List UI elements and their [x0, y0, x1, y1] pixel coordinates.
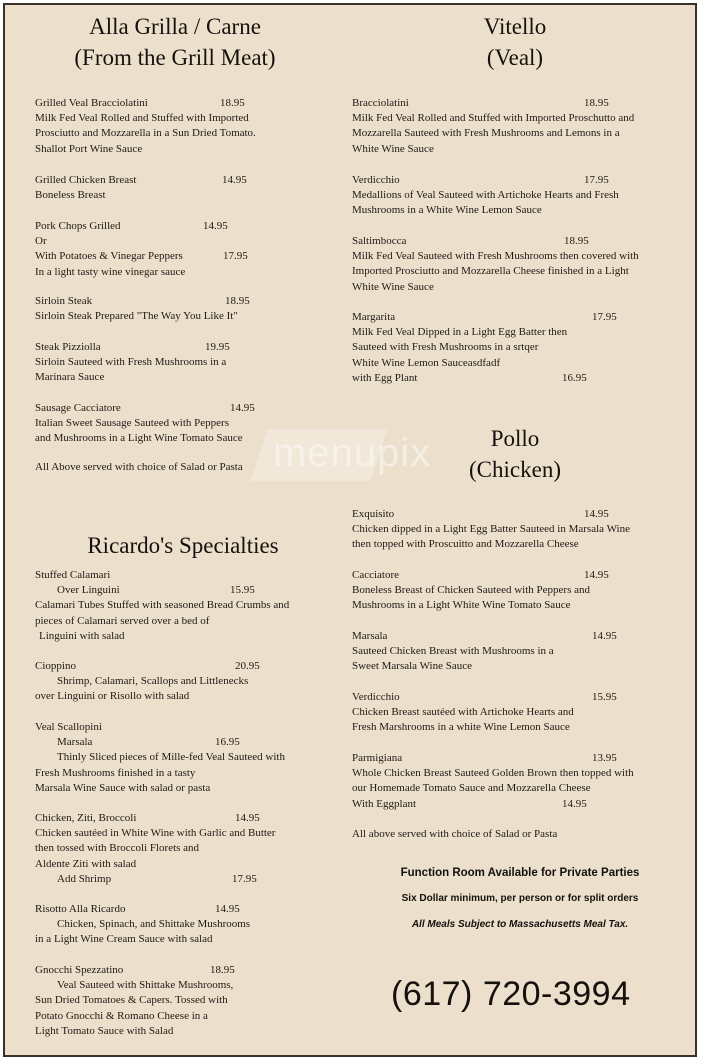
item-name: Margarita [352, 311, 396, 323]
specialties-menu-item [35, 659, 335, 705]
item-description: White Wine Lemon Sauceasdfadf [352, 356, 501, 369]
item-description: White Wine Sauce [352, 142, 434, 155]
item-description-line [35, 111, 320, 126]
item-name: Sausage Cacciatore [35, 402, 121, 414]
item-description-line [35, 249, 320, 264]
item-price: 15.95 [592, 691, 617, 703]
grill-subtitle: (From the Grill Meat) [74, 45, 276, 70]
item-description: Chicken sautéed in White Wine with Garlic and Butter [35, 827, 276, 840]
item-description: Shrimp, Calamari, Scallops and Littlenecks [57, 675, 249, 688]
chicken-menu-item [352, 629, 682, 675]
item-name-line [352, 629, 682, 644]
item-name-line [35, 173, 320, 188]
item-price: 14.95 [230, 402, 255, 414]
item-price: 14.95 [215, 903, 240, 915]
chicken-menu-item [352, 751, 682, 812]
item-description-line [352, 705, 682, 720]
item-description: Fresh Marshrooms in a white Wine Lemon Sauce [352, 721, 570, 734]
item-description-line [352, 203, 682, 218]
item-description-line [35, 355, 320, 370]
item-description-line [352, 126, 682, 141]
item-price: 16.95 [215, 736, 240, 749]
item-description: Sirloin Sauteed with Fresh Mushrooms in a [35, 356, 227, 369]
item-description-line [352, 188, 682, 203]
item-name-line [352, 751, 682, 766]
item-description: Mozzarella Sauteed with Fresh Mushrooms and Lemons in a [352, 127, 620, 140]
watermark-text: menupix [273, 431, 432, 475]
item-description: Sweet Marsala Wine Sauce [352, 660, 473, 673]
specialties-menu-item [35, 902, 335, 948]
specialties-menu-item [35, 811, 335, 887]
item-name: Verdicchio [352, 174, 400, 186]
item-description-line [352, 781, 682, 796]
grill-menu-item [35, 96, 320, 157]
item-description: Shallot Port Wine Sauce [35, 142, 143, 155]
item-price: 14.95 [235, 812, 260, 824]
item-description-line [35, 857, 335, 872]
item-description-line [35, 598, 335, 613]
item-name-line [35, 659, 335, 674]
veal-subtitle: (Veal) [486, 45, 544, 70]
item-price: 18.95 [220, 97, 245, 109]
item-price: 19.95 [205, 341, 230, 353]
item-description-line [352, 325, 682, 340]
item-description: Add Shrimp [57, 872, 112, 885]
item-description-line [352, 766, 682, 781]
item-description-line [35, 126, 320, 141]
item-description: Potato Gnocchi & Romano Cheese in a [35, 1009, 208, 1022]
item-name-line [35, 401, 320, 416]
minimum-notice: Six Dollar minimum, per person or for split orders [401, 893, 639, 904]
item-price: 17.95 [584, 174, 609, 186]
item-description-line [35, 689, 335, 704]
item-description: Mushrooms in a White Wine Lemon Sauce [352, 204, 542, 217]
item-description-line [35, 1024, 335, 1039]
item-name-line [35, 963, 335, 978]
item-name-line [352, 507, 682, 522]
item-name-line [35, 96, 320, 111]
item-description: in a Light Wine Cream Sauce with salad [35, 933, 213, 946]
specialties-menu-item [35, 568, 335, 644]
item-description: then tossed with Broccoli Florets and [35, 842, 200, 855]
grill-menu-item [35, 294, 320, 324]
item-price: 18.95 [225, 295, 250, 307]
phone-number[interactable]: (617) 720-3994 [391, 975, 631, 1013]
item-name-line [352, 234, 682, 249]
veal-heading [365, 11, 665, 73]
item-name: Grilled Chicken Breast [35, 174, 137, 186]
item-price: 13.95 [592, 752, 617, 764]
item-description-line [35, 826, 335, 841]
item-price: 20.95 [235, 660, 260, 672]
item-name: Sirloin Steak [35, 295, 93, 307]
item-description: Or [35, 235, 47, 248]
item-name-line [35, 568, 335, 583]
veal-menu-item [352, 173, 682, 219]
item-description-line [35, 872, 335, 887]
item-description: Imported Prosciutto and Mozzarella Cheese finished in a Light [352, 265, 629, 278]
specialties-title: Ricardo's Specialties [87, 533, 279, 558]
item-price: 18.95 [584, 97, 609, 109]
item-description: over Linguini or Risollo with salad [35, 690, 190, 703]
item-name: Pork Chops Grilled [35, 220, 121, 232]
item-name: Verdicchio [352, 691, 400, 703]
item-description-line [352, 264, 682, 279]
item-description-line [352, 659, 682, 674]
item-description: and Mushrooms in a Light Wine Tomato Sauce [35, 432, 243, 445]
item-description-line [352, 644, 682, 659]
chicken-menu-item [352, 690, 682, 736]
item-description-line [35, 614, 335, 629]
specialties-menu-item [35, 963, 335, 1039]
item-description: In a light tasty wine vinegar sauce [35, 265, 186, 278]
item-description: Chicken Breast sautéed with Artichoke Hearts and [352, 706, 574, 719]
chicken-menu-item [352, 568, 682, 614]
item-name-line [352, 96, 682, 111]
item-description: Sauteed Chicken Breast with Mushrooms in a [352, 645, 554, 658]
item-description: Over Linguini [57, 584, 120, 597]
item-description-line [352, 249, 682, 264]
item-description-line [352, 598, 682, 613]
item-name-line [352, 690, 682, 705]
item-description: Medallions of Veal Sauteed with Artichoke Hearts and Fresh [352, 189, 619, 202]
item-description: With Eggplant [352, 797, 417, 810]
item-description: Mushrooms in a Light White Wine Tomato Sauce [352, 599, 571, 612]
item-description: pieces of Calamari served over a bed of [35, 614, 210, 627]
item-description-line [35, 993, 335, 1008]
item-name: Parmigiana [352, 752, 403, 764]
item-price: 14.95 [592, 630, 617, 642]
item-description: Boneless Breast of Chicken Sauteed with Peppers and [352, 584, 590, 597]
grill-menu-item [35, 219, 320, 280]
item-name: Saltimbocca [352, 235, 407, 247]
item-name-line [35, 294, 320, 309]
item-description: Aldente Ziti with salad [35, 857, 137, 870]
item-description-line [35, 917, 335, 932]
grill-note: All Above served with choice of Salad or Pasta [35, 461, 243, 473]
item-description-line [35, 735, 335, 750]
item-description-line [352, 111, 682, 126]
item-name: Exquisito [352, 508, 395, 520]
chicken-subtitle: (Chicken) [469, 457, 561, 482]
item-description: with Egg Plant [352, 371, 418, 384]
item-description: Milk Fed Veal Dipped in a Light Egg Batter then [352, 326, 568, 339]
item-name-line [35, 340, 320, 355]
item-description: Milk Fed Veal Rolled and Stuffed with Imported Proschutto and [352, 112, 635, 125]
item-price: 14.95 [584, 508, 609, 520]
item-description: Whole Chicken Breast Sauteed Golden Brown then topped with [352, 767, 634, 780]
item-description-line [35, 583, 335, 598]
item-description: Sun Dried Tomatoes & Capers. Tossed with [35, 994, 228, 1007]
item-description: White Wine Sauce [352, 280, 434, 293]
item-price: 14.95 [222, 174, 247, 186]
item-description-line [35, 766, 335, 781]
item-description: Marsala [57, 736, 93, 749]
menu-page [3, 3, 697, 1057]
item-description: Milk Fed Veal Sauteed with Fresh Mushrooms then covered with [352, 250, 639, 263]
item-description-line [352, 142, 682, 157]
item-price: 14.95 [203, 220, 228, 232]
item-description: Veal Sauteed with Shittake Mushrooms, [57, 979, 234, 992]
item-description: then topped with Proscuitto and Mozzarella Cheese [352, 538, 579, 551]
item-name-line [35, 219, 320, 234]
item-price: 14.95 [562, 797, 587, 810]
item-description-line [352, 340, 682, 355]
item-description: Linguini with salad [39, 629, 125, 642]
item-description: Boneless Breast [35, 189, 106, 202]
item-name: Bracciolatini [352, 97, 409, 109]
item-price: 17.95 [223, 250, 248, 263]
item-name: Steak Pizziolla [35, 341, 101, 353]
item-name-line [352, 568, 682, 583]
item-description-line [352, 583, 682, 598]
item-description-line [352, 537, 682, 552]
item-description: With Potatoes & Vinegar Peppers [35, 250, 183, 263]
item-description-line [35, 750, 335, 765]
grill-title: Alla Grilla / Carne [89, 14, 261, 39]
item-description-line [35, 309, 320, 324]
item-name: Grilled Veal Bracciolatini [35, 97, 148, 109]
item-description-line [35, 142, 320, 157]
item-description: Sauteed with Fresh Mushrooms in a srtqer [352, 341, 539, 354]
veal-menu-item [352, 96, 682, 157]
item-name: Cioppino [35, 660, 76, 672]
item-description: Sirloin Steak Prepared "The Way You Like It" [35, 310, 238, 323]
item-description: Italian Sweet Sausage Sauteed with Peppers [35, 417, 229, 430]
item-name: Veal Scallopini [35, 721, 102, 733]
item-description-line [352, 280, 682, 295]
grill-heading [25, 11, 325, 73]
specialties-heading [33, 530, 333, 561]
chicken-title: Pollo [490, 426, 540, 451]
chicken-menu-item [352, 507, 682, 553]
item-description-line [352, 356, 682, 371]
item-description-line [35, 188, 320, 203]
item-description-line [35, 1009, 335, 1024]
item-name: Gnocchi Spezzatino [35, 964, 124, 976]
item-description-line [352, 797, 682, 812]
veal-title: Vitello [483, 14, 547, 39]
watermark-logo [267, 425, 437, 485]
item-description: Calamari Tubes Stuffed with seasoned Bread Crumbs and [35, 599, 290, 612]
item-description-line [35, 781, 335, 796]
item-description: Chicken, Spinach, and Shittake Mushrooms [57, 918, 251, 931]
item-description-line [35, 370, 320, 385]
grill-menu-item [35, 340, 320, 386]
item-name-line [35, 720, 335, 735]
item-description-line [35, 629, 335, 644]
tax-notice: All Meals Subject to Massachusetts Meal Tax. [411, 919, 629, 930]
item-description-line [352, 371, 682, 386]
item-description-line [35, 265, 320, 280]
item-description: Marinara Sauce [35, 371, 105, 384]
item-description: Fresh Mushrooms finished in a tasty [35, 766, 196, 779]
specialties-menu-item [35, 720, 335, 796]
item-price: 17.95 [232, 872, 257, 885]
item-name: Risotto Alla Ricardo [35, 903, 126, 915]
item-description: Milk Fed Veal Rolled and Stuffed with Imported [35, 112, 249, 125]
item-description: Marsala Wine Sauce with salad or pasta [35, 781, 211, 794]
item-name-line [35, 902, 335, 917]
item-description: Chicken dipped in a Light Egg Batter Sauteed in Marsala Wine [352, 523, 630, 536]
item-name: Chicken, Ziti, Broccoli [35, 812, 137, 824]
item-description-line [35, 978, 335, 993]
grill-menu-item [35, 173, 320, 203]
item-price: 16.95 [562, 371, 587, 384]
item-description: our Homemade Tomato Sauce and Mozzarella Cheese [352, 782, 591, 795]
item-description-line [35, 841, 335, 856]
chicken-note: All above served with choice of Salad or Pasta [352, 828, 558, 840]
veal-menu-item [352, 234, 682, 295]
item-name: Stuffed Calamari [35, 569, 111, 581]
item-price: 18.95 [564, 235, 589, 247]
item-price: 14.95 [584, 569, 609, 581]
item-name: Marsala [352, 630, 388, 642]
item-description: Prosciutto and Mozzarella in a Sun Dried Tomato. [35, 127, 256, 140]
item-description-line [35, 932, 335, 947]
item-price: 18.95 [210, 964, 235, 976]
item-name-line [352, 310, 682, 325]
item-description-line [352, 522, 682, 537]
item-description-line [35, 234, 320, 249]
item-description: Light Tomato Sauce with Salad [35, 1024, 174, 1037]
item-description-line [35, 674, 335, 689]
item-name: Cacciatore [352, 569, 400, 581]
item-description-line [352, 720, 682, 735]
function-room-notice: Function Room Available for Private Parties [400, 867, 640, 879]
item-name-line [352, 173, 682, 188]
item-name-line [35, 811, 335, 826]
veal-menu-item [352, 310, 682, 386]
item-price: 17.95 [592, 311, 617, 323]
item-price: 15.95 [230, 584, 255, 597]
item-description: Thinly Sliced pieces of Mille-fed Veal Sauteed with [57, 751, 285, 764]
